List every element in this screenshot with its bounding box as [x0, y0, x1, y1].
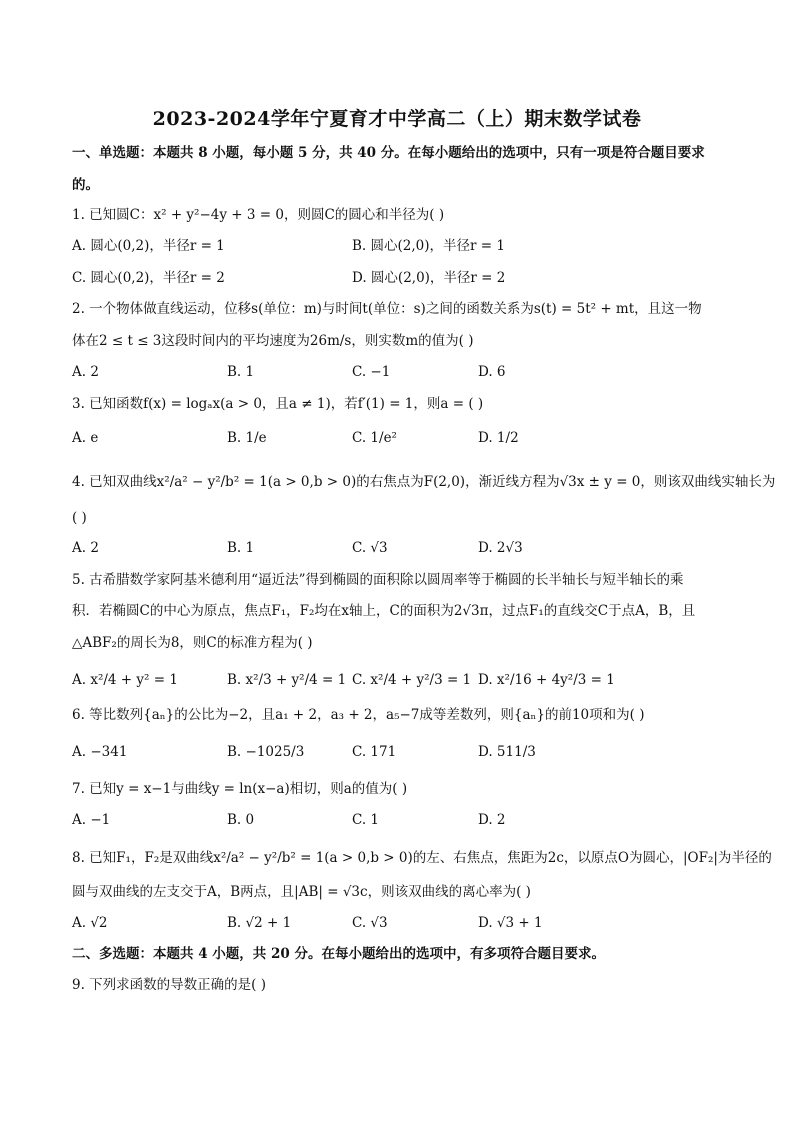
question-1-options-row1 — [72, 236, 732, 256]
option-a: A. e — [72, 430, 99, 446]
question-8-options — [72, 913, 732, 933]
question-5-stem-line2: 积．若椭圆C的中心为原点，焦点F₁，F₂均在x轴上，C的面积为2√3π，过点F₁的直线交C于点A，B，且 — [72, 603, 696, 619]
section1-heading-line1: 一、单选题：本题共 8 小题，每小题 5 分，共 40 分。在每小题给出的选项中，只有一项是符合题目要求 — [72, 145, 705, 161]
question-6-stem: 6. 等比数列{aₙ}的公比为−2，且a₁ + 2，a₃ + 2，a₅−7成等差数列，则{aₙ}的前10项和为( ) — [72, 707, 645, 723]
option-d: D. 2√3 — [478, 540, 523, 556]
option-c: C. x²/4 + y²/3 = 1 — [352, 672, 472, 688]
question-5-options — [72, 670, 732, 690]
question-2-stem-line1: 2. 一个物体做直线运动，位移s(单位：m)与时间t(单位：s)之间的函数关系为s(t) = 5t² + mt，且这一物 — [72, 301, 702, 317]
option-b: B. 1/e — [227, 430, 267, 446]
option-b: B. √2 + 1 — [227, 915, 292, 931]
exam-title: 2023-2024学年宁夏育才中学高二（上）期末数学试卷 — [152, 108, 642, 130]
option-a: A. 2 — [72, 540, 99, 556]
question-4-stem-line1: 4. 已知双曲线x²/a² − y²/b² = 1(a > 0,b > 0)的右焦点为F(2,0)，渐近线方程为√3x ± y = 0，则该双曲线实轴长为 — [72, 474, 776, 490]
option-b: B. 圆心(2,0)，半径r = 1 — [352, 238, 505, 254]
question-7-options — [72, 810, 732, 830]
option-b: B. −1025/3 — [227, 744, 305, 760]
option-d: D. 2 — [478, 812, 506, 828]
option-d: D. 6 — [478, 364, 506, 380]
option-d: D. 1/2 — [478, 430, 519, 446]
option-d: D. 圆心(2,0)，半径r = 2 — [352, 270, 506, 286]
question-8-stem-line2: 圆与双曲线的左支交于A，B两点，且|AB| = √3c，则该双曲线的离心率为( ) — [72, 884, 531, 900]
option-a: A. −341 — [72, 744, 128, 760]
option-c: C. √3 — [352, 915, 388, 931]
question-7-stem: 7. 已知y = x−1与曲线y = ln(x−a)相切，则a的值为( ) — [72, 781, 408, 797]
option-d: D. x²/16 + 4y²/3 = 1 — [478, 672, 615, 688]
question-1-stem: 1. 已知圆C：x² + y²−4y + 3 = 0，则圆C的圆心和半径为( ) — [72, 207, 445, 223]
option-b: B. 1 — [227, 364, 255, 380]
section2-heading: 二、多选题：本题共 4 小题，共 20 分。在每小题给出的选项中，有多项符合题目要求。 — [72, 946, 605, 962]
question-4-stem-line2: ( ) — [72, 510, 87, 526]
question-9-stem: 9. 下列求函数的导数正确的是( ) — [72, 977, 266, 993]
option-c: C. 171 — [352, 744, 397, 760]
option-a: A. 2 — [72, 364, 99, 380]
option-a: A. x²/4 + y² = 1 — [72, 672, 178, 688]
option-b: B. 0 — [227, 812, 255, 828]
question-3-stem: 3. 已知函数f(x) = logₐx(a > 0，且a ≠ 1)，若f′(1) = 1，则a = ( ) — [72, 396, 484, 412]
question-5-stem-line1: 5. 古希腊数学家阿基米德利用“逼近法”得到椭圆的面积除以圆周率等于椭圆的长半轴长与短半轴长的乘 — [72, 572, 684, 588]
option-c: C. 1/e² — [352, 430, 397, 446]
option-d: D. √3 + 1 — [478, 915, 543, 931]
section1-heading-line2: 的。 — [72, 177, 99, 193]
question-4-options — [72, 538, 732, 558]
question-6-options — [72, 742, 732, 762]
option-b: B. 1 — [227, 540, 255, 556]
option-a: A. −1 — [72, 812, 111, 828]
question-2-stem-line2: 体在2 ≤ t ≤ 3这段时间内的平均速度为26m/s，则实数m的值为( ) — [72, 333, 474, 349]
option-b: B. x²/3 + y²/4 = 1 — [227, 672, 347, 688]
option-d: D. 511/3 — [478, 744, 536, 760]
question-1-options-row2 — [72, 268, 732, 288]
question-8-stem-line1: 8. 已知F₁，F₂是双曲线x²/a² − y²/b² = 1(a > 0,b > 0)的左、右焦点，焦距为2c，以原点O为圆心，|OF₂|为半径的 — [72, 850, 772, 866]
option-c: C. 圆心(0,2)，半径r = 2 — [72, 270, 225, 286]
option-c: C. −1 — [352, 364, 391, 380]
option-c: C. 1 — [352, 812, 380, 828]
option-c: C. √3 — [352, 540, 388, 556]
option-a: A. 圆心(0,2)，半径r = 1 — [72, 238, 225, 254]
option-a: A. √2 — [72, 915, 108, 931]
question-5-stem-line3: △ABF₂的周长为8，则C的标准方程为( ) — [72, 635, 313, 651]
question-2-options — [72, 362, 732, 382]
question-3-options — [72, 428, 732, 448]
